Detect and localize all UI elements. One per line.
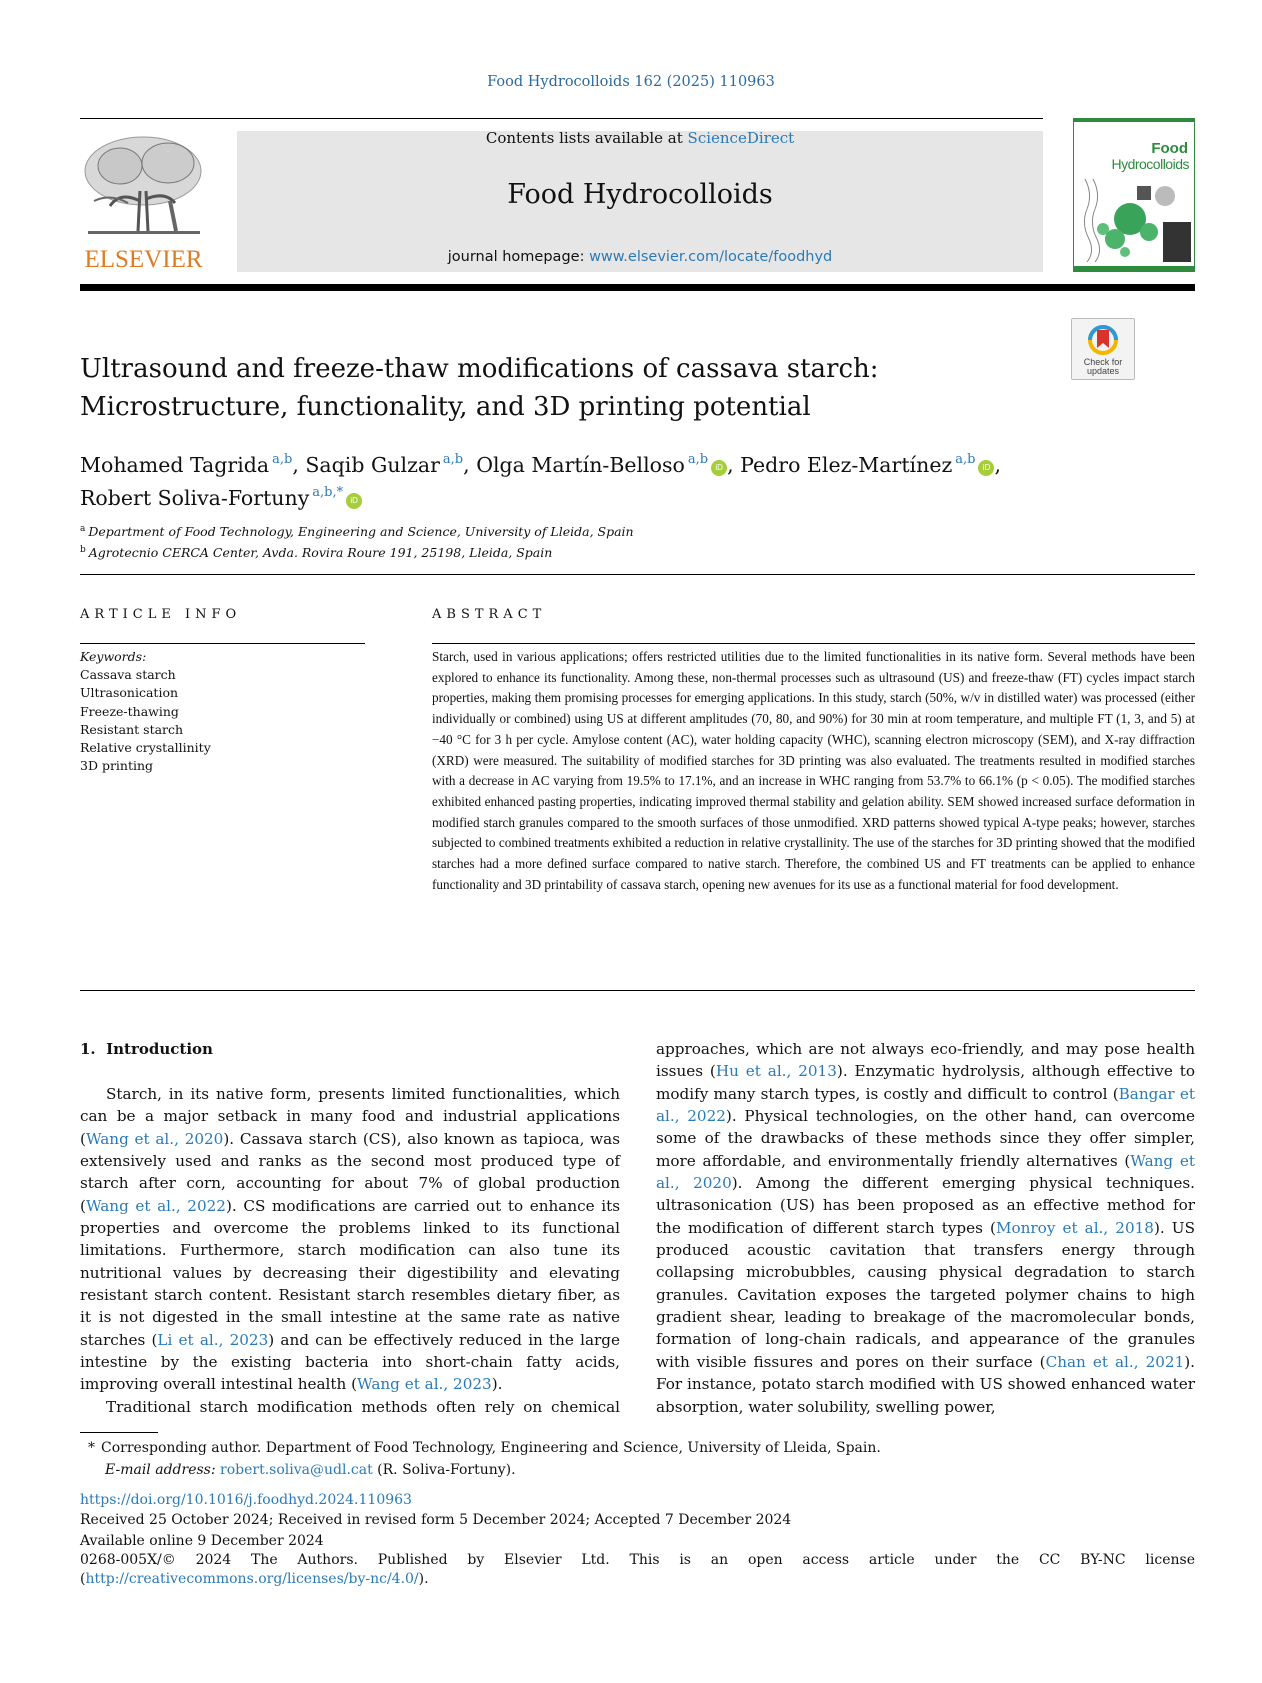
citation-link[interactable]: Hu et al., 2013 (715, 1062, 837, 1081)
citation-link[interactable]: Wang et al., 2022 (85, 1196, 226, 1215)
affiliation (80, 520, 880, 541)
journal-header-box (237, 131, 1043, 272)
affiliation-key: b (80, 545, 86, 556)
keyword: Resistant starch (80, 721, 184, 737)
cover-hydrocolloids-title: Hydrocolloids (1111, 156, 1189, 172)
available-online-date: Available online 9 December 2024 (80, 1533, 324, 1549)
intro-paragraph-2-continued (656, 1038, 1195, 1418)
author-affiliation-marker[interactable]: a,b (442, 452, 464, 467)
paragraph-text: ). (491, 1375, 503, 1394)
homepage-prefix: journal homepage: (447, 249, 590, 265)
license-link[interactable]: http://creativecommons.org/licenses/by-nc/4.0/ (85, 1571, 419, 1587)
orcid-icon[interactable]: iD (978, 460, 994, 476)
orcid-icon[interactable]: iD (711, 460, 727, 476)
contents-prefix: Contents lists available at (485, 129, 688, 147)
license-suffix: ). (418, 1571, 429, 1587)
author[interactable] (740, 453, 994, 477)
crossmark-label-line1: Check for (1083, 357, 1123, 367)
body-column-left (80, 1083, 620, 1418)
article-info-heading: ARTICLE INFO (80, 607, 242, 622)
citation-link[interactable]: Wang et al., 2020 (85, 1129, 224, 1148)
journal-name: Food Hydrocolloids (507, 179, 773, 210)
abstract-text: Starch, used in various applications; offers restricted utilities due to the limited functionalities in its native form. Several methods have been explored to enhance its functionality. Among these, non-thermal processes such as ultrasound (US) and freeze-thaw (FT) cycles impact starch properties, making them promising processes for emerging applications. In this study, starch (50%, w/v in distilled water) was processed (either individually or combined) using US at different amplitudes (70, 80, and 90%) for 30 min at room temperature, and multiple FT (1, 3, and 5) at −40 °C for 3 h per cycle. Amylose content (AC), water holding capacity (WHC), scanning electron microscopy (SEM), and X-ray diffraction (XRD) were measured. The suitability of modified starches for 3D printing was also evaluated. The treatments resulted in modified starches with a decrease in AC varying from 19.5% to 17.1%, and an increase in WHC ranging from 53.7% to 66.1% (p < 0.05). The modified starches exhibited enhanced pasting properties, indicating improved thermal stability and gelation ability. SEM showed increased surface deformation in modified starch granules compared to the smooth surfaces of those unmodified. XRD patterns showed typical A-type peaks; however, starches subjected to combined treatments exhibited a reduction in relative crystallinity. The use of the starches for 3D printing showed that the modified starches had a more defined surface compared to native starch. Therefore, the combined US and FT treatments can be applied to enhance functionality and 3D printability of cassava starch, opening new avenues for its use as a functional material for food development. (432, 649, 1195, 892)
body-column-right (656, 1038, 1195, 1418)
author[interactable] (305, 453, 463, 477)
citation-link[interactable]: Wang et al., 2020 (656, 1151, 1195, 1193)
corresponding-star: * (88, 1440, 95, 1456)
paragraph-text: Starch, in its native form, presents limited functionalities, which can be a major setback in many food and industrial applications ( (80, 1085, 620, 1148)
keyword: Relative crystallinity (80, 740, 211, 756)
abstract-heading: ABSTRACT (432, 607, 547, 622)
homepage-line (237, 249, 1043, 265)
affiliation-text: Department of Food Technology, Engineering and Science, University of Lleida, Spain (88, 524, 634, 540)
paragraph-text: ). Enzymatic hydrolysis, although effective to modify many starch types, is costly and difficult to control ( (656, 1062, 1195, 1103)
citation-link[interactable]: Li et al., 2023 (157, 1330, 269, 1349)
keyword: 3D printing (80, 758, 154, 774)
author-name: Pedro Elez-Martínez (740, 453, 953, 477)
paragraph-text: ). Physical technologies, on the other hand, can overcome some of the drawbacks of these methods since they offer simpler, more affordable, and environmentally friendly alternatives ( (656, 1107, 1195, 1170)
author-name: Olga Martín-Belloso (476, 453, 685, 477)
citation-link[interactable]: Monroy et al., 2018 (995, 1218, 1154, 1237)
title-line-2: Microstructure, functionality, and 3D printing potential (80, 392, 811, 422)
crossmark-label (1072, 358, 1134, 376)
molecule-illustration-icon (1075, 174, 1193, 264)
email-suffix: (R. Soliva-Fortuny). (372, 1462, 516, 1478)
keyword: Freeze-thawing (80, 703, 179, 719)
affiliation (80, 541, 880, 562)
intro-paragraph-2-start (80, 1396, 620, 1418)
author-affiliation-marker[interactable]: a,b,* (312, 485, 344, 500)
email-link[interactable]: robert.soliva@udl.cat (220, 1462, 373, 1478)
author-affiliation-marker[interactable]: a,b (955, 452, 976, 467)
tree-icon (80, 131, 207, 241)
affiliations (80, 520, 880, 562)
crossmark-label-line2: updates (1086, 366, 1120, 376)
header-divider-bar (80, 284, 1195, 291)
paragraph-text: ) and can be effectively reduced in the large intestine by the existing bacteria into short-chain fatty acids, improving overall intestinal health ( (80, 1330, 620, 1394)
citation-link[interactable]: Bangar et al., 2022 (656, 1084, 1195, 1126)
contents-line (237, 129, 1043, 147)
corresponding-text: Corresponding author. Department of Food Technology, Engineering and Science, University of Lleida, Spain. (101, 1440, 881, 1456)
orcid-icon[interactable]: iD (346, 493, 362, 509)
license-prefix: 0268-005X/© 2024 The Authors. Published by Elsevier Ltd. This is an open access article under the CC BY-NC license ( (80, 1552, 1195, 1587)
article-title (80, 350, 980, 426)
paragraph-text: ). Cassava starch (CS), also known as tapioca, was extensively used and ranks as the second most produced type of starch after corn, accounting for about 7% of global production ( (80, 1129, 620, 1215)
article-info-rule (80, 643, 365, 644)
paragraph-text: ). US produced acoustic cavitation that transfers energy through collapsing microbubbles, causing physical degradation to starch granules. Cavitation exposes the targeted polymer chains to high gradient shear, leading to breakage of the macromolecular bonds, formation of long-chain radicals, and appearance of the granules with visible fissures and pores on their surface ( (656, 1218, 1195, 1371)
abstract-rule (432, 643, 1195, 644)
check-for-updates-button[interactable] (1071, 318, 1135, 380)
elsevier-logo[interactable] (80, 131, 207, 274)
author-affiliation-marker[interactable]: a,b (272, 452, 293, 467)
crossmark-icon (1072, 322, 1134, 358)
sciencedirect-link[interactable]: ScienceDirect (687, 129, 795, 147)
paragraph-text: ). For instance, potato starch modified with US showed enhanced water absorption, water solubility, swelling power, (656, 1352, 1196, 1416)
journal-cover-thumbnail[interactable] (1073, 118, 1195, 272)
footnotes (88, 1437, 1088, 1481)
homepage-link[interactable]: www.elsevier.com/locate/foodhyd (589, 249, 833, 265)
email-line (88, 1459, 1088, 1481)
keyword: Ultrasonication (80, 685, 179, 701)
citation-link[interactable]: Chan et al., 2021 (1045, 1352, 1185, 1371)
keywords-list (80, 648, 380, 775)
received-dates: Received 25 October 2024; Received in revised form 5 December 2024; Accepted 7 December 2024 (80, 1512, 792, 1528)
footnote-rule (80, 1432, 158, 1433)
author-name: Robert Soliva-Fortuny (80, 486, 310, 510)
email-label: E-mail address: (105, 1462, 216, 1478)
affiliation-text: Agrotecnio CERCA Center, Avda. Rovira Roure 191, 25198, Lleida, Spain (88, 545, 553, 561)
author[interactable] (476, 453, 727, 477)
title-line-1: Ultrasound and freeze-thaw modifications of cassava starch: (80, 354, 879, 384)
affiliation-key: a (80, 524, 86, 534)
paragraph-text: ). Among the different emerging physical techniques. ultrasonication (US) has been proposed as an effective method for the modification of different starch types ( (656, 1174, 1196, 1237)
cover-food-title: Food (1151, 140, 1188, 157)
author[interactable] (80, 486, 362, 510)
keyword: Cassava starch (80, 667, 176, 683)
paragraph-text: approaches, which are not always eco-friendly, and may pose health issues ( (656, 1040, 1195, 1081)
publisher-logo-text: ELSEVIER (84, 246, 203, 273)
journal-reference[interactable]: Food Hydrocolloids 162 (2025) 110963 (487, 74, 775, 90)
section-rule (80, 990, 1195, 991)
author-affiliation-marker[interactable]: a,b (687, 452, 709, 467)
author[interactable] (80, 453, 292, 477)
license-statement (80, 1551, 1195, 1589)
intro-paragraph-1 (80, 1083, 620, 1396)
introduction-heading: 1. Introduction (80, 1040, 213, 1058)
doi-link[interactable]: https://doi.org/10.1016/j.foodhyd.2024.110963 (80, 1492, 412, 1508)
section-rule (80, 574, 1195, 575)
keywords-label: Keywords: (80, 649, 147, 664)
author-name: Saqib Gulzar (305, 453, 440, 477)
paragraph-text: ). CS modifications are carried out to enhance its properties and overcome the problems linked to its functional limitations. Furthermore, starch modification can also tune its nutritional values by decreasing their digestibility and elevating resistant starch content. Resistant starch resembles dietary fiber, as it is not digested in the small intestine at the same rate as native starches ( (80, 1196, 621, 1349)
top-rule (80, 118, 1043, 119)
citation-link[interactable]: Wang et al., 2023 (357, 1375, 492, 1394)
author-name: Mohamed Tagrida (80, 453, 270, 477)
intro-paragraph-2-first-line: Traditional starch modification methods often rely on chemical (106, 1397, 620, 1416)
corresponding-author-note (88, 1437, 1088, 1459)
author-list: Mohamed Tagrida $^{a,b}$, Saqib Gulzar $^{a,b}$, Olga Martín-Belloso $^{a,b}$iD , Pedro Elez-Martínez $^{a,b}$iD , Robert Soliva-Fortuny $^{a,b,*}$iD (80, 452, 1001, 510)
